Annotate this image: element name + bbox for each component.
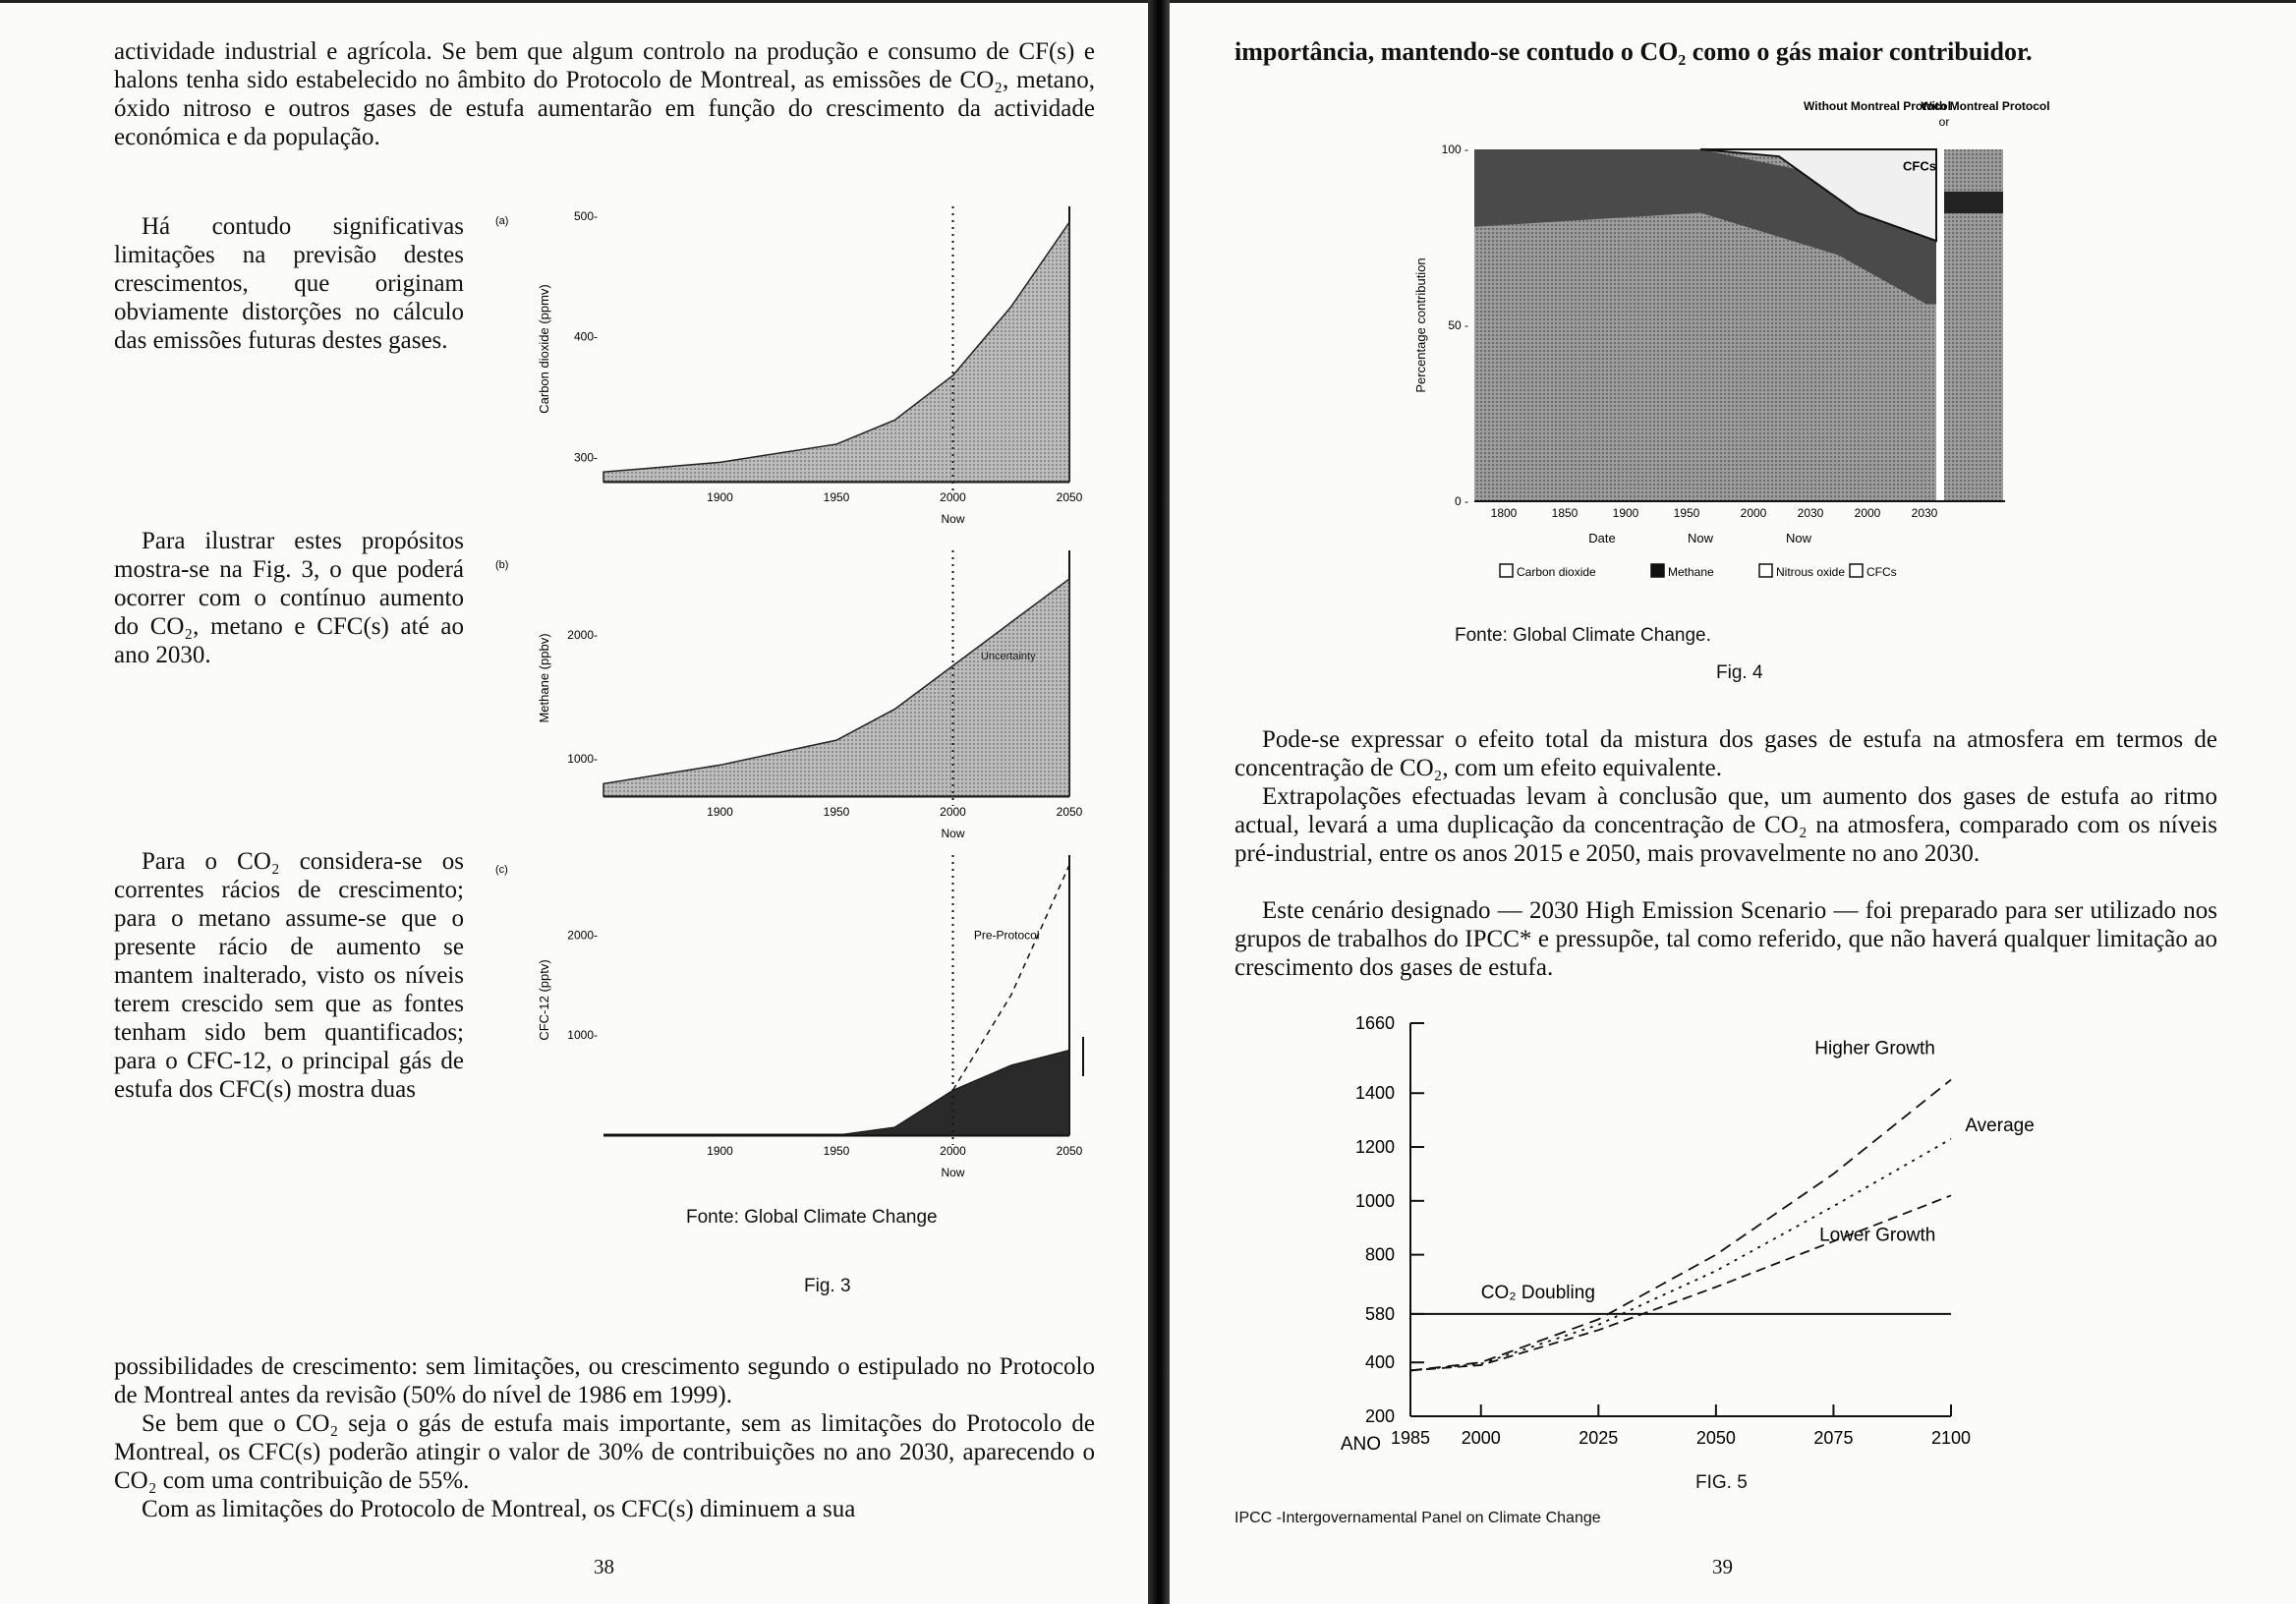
fig3-xtick: 1900 (707, 1144, 733, 1158)
left-para-top: actividade industrial e agrícola. Se bem que algum controlo na produção e consumo de CF(s) e halons tenha sido estabelecido no âmbito do Protocolo de Montreal, as emissões de CO₂, metano, óxido nitroso e outros gases de estufa aumentarão em função do crescimento da actividade económica e da população. (114, 38, 1095, 150)
fig5-ytick: 200 (1364, 1406, 1395, 1426)
fig4-now-label: Now (1687, 531, 1714, 545)
fig3-panel-0 (495, 206, 1083, 526)
fig3-xtick: 1950 (823, 1144, 850, 1158)
fig4-legend-swatch (1850, 564, 1863, 577)
fig5-label: FIG. 5 (1695, 1472, 1748, 1493)
fig4-area-right-band (1944, 192, 2003, 213)
fig5-ytick: 1400 (1354, 1083, 1395, 1104)
fig5-series-label: Average (1965, 1115, 2035, 1136)
fig3-ytick: 300- (573, 450, 598, 465)
fig4-scenario-or: or (1938, 115, 1950, 129)
fig3-panel-1 (495, 550, 1083, 840)
fig4-legend-swatch (1759, 564, 1772, 577)
fig4-xtick: 1900 (1612, 506, 1639, 520)
fig3-area (603, 579, 1069, 796)
fig5-xtick: 2000 (1461, 1428, 1501, 1448)
fig4-chart (1406, 90, 2050, 602)
fig5-xtick: 2050 (1695, 1428, 1736, 1448)
right-para-3: Este cenário designado — 2030 High Emission Scenario — foi preparado para ser utilizado nos grupos de trabalhos do IPCC* e pressupõe, tal como referido, que não haverá qualquer limitação ao crescimento dos gases de estufa. (1234, 897, 2217, 981)
fig3-xtick: 1900 (707, 805, 733, 819)
fig4-ylabel: Percentage contribution (1413, 258, 1428, 393)
fig5-ytick: 1660 (1354, 1013, 1395, 1033)
fig3-xtick: 1950 (823, 805, 850, 819)
fig5-ytick: 1200 (1354, 1137, 1395, 1158)
fig5-ytick: 1000 (1354, 1190, 1395, 1211)
right-para-2: Extrapolações efectuadas levam à conclusão que, um aumento dos gases de estufa ao ritmo actual, levará a uma duplicação da concentração de CO₂ na atmosfera, comparado com os níveis pré-industrial, entre os anos 2015 e 2050, mais provavelmente no ano 2030. (1234, 783, 2217, 867)
fig4-legend-label: Nitrous oxide (1776, 565, 1846, 579)
fig4-xlabel: Date (1588, 531, 1616, 545)
fig4-legend-label: CFCs (1866, 565, 1897, 579)
fig4-legend-label: Carbon dioxide (1517, 565, 1596, 579)
fig3-now-label: Now (941, 827, 965, 840)
fig4-xtick: 2030 (1797, 506, 1824, 520)
top-edge-line (0, 0, 1148, 3)
fig4-ytick: 0 - (1454, 494, 1468, 508)
fig3-panel-letter: (c) (495, 864, 508, 876)
side-para-2: Para ilustrar estes propósitos mostra-se na Fig. 3, o que poderá ocorrer com o contínuo aumento do CO₂, metano e CFC(s) até ao ano 2030. (114, 528, 464, 668)
fig3-label: Fig. 3 (804, 1276, 851, 1296)
footnote-ipcc: IPCC -Intergovernamental Panel on Climate Change (1234, 1510, 1601, 1526)
fig5-series-label: Higher Growth (1814, 1038, 1935, 1060)
fig5-ytick: 800 (1364, 1244, 1395, 1265)
fig3-series-label: Pre-Protocol (973, 928, 1040, 943)
fig3-chart (482, 197, 1111, 1199)
right-para-1: Pode-se expressar o efeito total da mistura dos gases de estufa na atmosfera em termos de concentração de CO₂, com um efeito equivalente. (1234, 726, 2217, 781)
fig5-xtick: 2100 (1930, 1428, 1972, 1448)
right-para-top: importância, mantendo-se contudo o CO₂ como o gás maior contribuidor. (1234, 37, 2033, 66)
fig3-panel-2 (495, 855, 1083, 1179)
fig3-xtick: 2000 (940, 1144, 966, 1158)
fig4-xtick: 1850 (1551, 506, 1578, 520)
fig3-xtick: 2050 (1056, 1144, 1083, 1158)
fig3-ylabel: CFC-12 (pptv) (537, 959, 551, 1041)
fig5-xtick: 2075 (1813, 1428, 1854, 1448)
fig3-panel-letter: (a) (495, 215, 509, 227)
side-para-3: Para o CO₂ considera-se os correntes rácios de crescimento; para o metano assume-se que o presente rácio de aumento se mantem inalterado, visto os níveis terem crescido sem que as fontes tenham sido bem quantificados; para o CFC-12, o principal gás de estufa dos CFC(s) mostra duas (114, 848, 464, 1103)
fig3-xtick: 1900 (707, 490, 733, 504)
fig3-ylabel: Methane (ppbv) (537, 633, 551, 723)
fig4-xtick: 1800 (1490, 506, 1518, 520)
fig5-xtick: 1985 (1390, 1428, 1431, 1448)
book-gutter (1148, 0, 1170, 1604)
fig3-xtick: 2050 (1056, 490, 1083, 504)
fig3-annotation: Uncertainty (980, 651, 1036, 663)
fig3-ytick: 2000- (567, 928, 598, 943)
fig4-now-label: Now (1785, 531, 1812, 545)
fig4-xtick: 2000 (1854, 506, 1881, 520)
fig3-xtick: 2000 (940, 805, 966, 819)
fig4-legend-swatch (1500, 564, 1513, 577)
fig4-legend-label: Methane (1668, 565, 1714, 579)
fig4-ytick: 50 - (1448, 318, 1468, 332)
left-para-bottom-1: possibilidades de crescimento: sem limitações, ou crescimento segundo o estipulado no Protocolo de Montreal antes da revisão (50% do nível de 1986 em 1999). (114, 1353, 1095, 1408)
fig4-xtick: 2000 (1740, 506, 1767, 520)
side-para-1: Há contudo significativas limitações na previsão destes crescimentos, que originam obviamente distorções no cálculo das emissões futuras destes gases. (114, 213, 464, 354)
fig3-xtick: 1950 (823, 490, 850, 504)
fig4-source: Fonte: Global Climate Change. (1455, 625, 1711, 646)
fig5-chart (1317, 999, 2103, 1461)
fig5-xtick: 2025 (1578, 1428, 1619, 1448)
left-para-bottom-3: Com as limitações do Protocolo de Montreal, os CFC(s) diminuem a sua (142, 1496, 856, 1522)
fig5-ytick: 400 (1364, 1352, 1395, 1373)
fig4-ytick: 100 - (1441, 143, 1468, 156)
fig4-cfcs-label: CFCs (1903, 158, 1936, 174)
fig4-label: Fig. 4 (1716, 662, 1763, 683)
fig3-now-label: Now (941, 1166, 965, 1179)
fig3-ytick: 2000- (567, 627, 598, 642)
fig3-ytick: 500- (573, 209, 598, 223)
fig5-series-line (1410, 1139, 1951, 1371)
fig3-ytick: 1000- (567, 1028, 598, 1043)
fig3-ytick: 400- (573, 329, 598, 344)
fig3-ylabel: Carbon dioxide (ppmv) (537, 284, 551, 414)
fig3-ytick: 1000- (567, 752, 598, 767)
right-page (1170, 0, 2296, 1604)
fig5-xlabel: ANO (1340, 1434, 1381, 1455)
fig3-source: Fonte: Global Climate Change (686, 1207, 938, 1228)
fig4-xtick: 1950 (1673, 506, 1700, 520)
fig3-xtick: 2050 (1056, 805, 1083, 819)
page-number-left: 38 (594, 1555, 614, 1578)
fig5-series-label: Lower Growth (1819, 1225, 1936, 1246)
fig4-xtick: 2030 (1911, 506, 1938, 520)
fig3-area (603, 222, 1069, 482)
left-para-bottom-2: Se bem que o CO₂ seja o gás de estufa mais importante, sem as limitações do Protocolo de Montreal, os CFC(s) poderão atingir o valor de 30% de contribuições no ano 2030, aparecendo o CO₂ com uma contribuição de 55%. (114, 1410, 1095, 1494)
fig3-panel-letter: (b) (495, 559, 509, 571)
top-edge-line-right (1170, 0, 2296, 3)
fig3-now-label: Now (941, 512, 965, 526)
fig3-xtick: 2000 (940, 490, 966, 504)
page-number-right: 39 (1712, 1555, 1733, 1578)
fig5-ytick: 580 (1364, 1303, 1395, 1324)
fig4-scenario-with: With Montreal Protocol (1921, 99, 2050, 113)
fig5-doubling-label: CO₂ Doubling (1480, 1282, 1595, 1303)
fig4-legend-swatch (1651, 564, 1664, 577)
fig4-scenario-without: Without Montreal Protocol (1804, 99, 1951, 113)
